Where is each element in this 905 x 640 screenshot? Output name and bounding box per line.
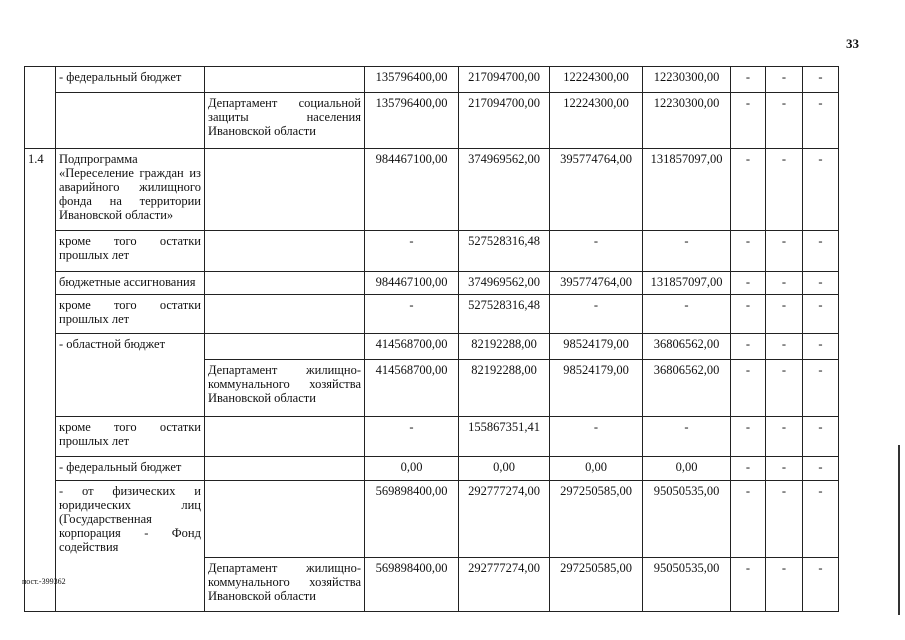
- dash-cell: -: [731, 360, 766, 417]
- table-row: [25, 295, 839, 334]
- amount-cell: 36806562,00: [643, 360, 731, 417]
- indicator-name-cell: кроме того остатки прошлых лет: [56, 295, 205, 334]
- row-number-cell: [25, 67, 56, 93]
- amount-cell: -: [643, 417, 731, 457]
- table-row: [25, 272, 839, 295]
- amount-cell: 12230300,00: [643, 67, 731, 93]
- dash-cell: -: [766, 360, 803, 417]
- dash-cell: -: [731, 231, 766, 272]
- row-number-cell: [25, 481, 56, 558]
- table-row: [25, 417, 839, 457]
- indicator-name-cell: бюджетные ассигнования: [56, 272, 205, 295]
- amount-cell: 12224300,00: [550, 93, 643, 149]
- dash-cell: -: [731, 558, 766, 612]
- dash-cell: -: [766, 457, 803, 481]
- amount-cell: 135796400,00: [365, 93, 459, 149]
- indicator-name-cell: [56, 93, 205, 149]
- amount-cell: 297250585,00: [550, 481, 643, 558]
- row-number-cell: [25, 360, 56, 417]
- amount-cell: 0,00: [550, 457, 643, 481]
- indicator-name-cell: - федеральный бюджет: [56, 457, 205, 481]
- table-row: [25, 360, 839, 417]
- dash-cell: -: [803, 481, 839, 558]
- row-number-cell: [25, 272, 56, 295]
- row-number-cell: [25, 295, 56, 334]
- indicator-name-cell: - федеральный бюджет: [56, 67, 205, 93]
- amount-cell: 98524179,00: [550, 360, 643, 417]
- amount-cell: 984467100,00: [365, 272, 459, 295]
- amount-cell: 95050535,00: [643, 481, 731, 558]
- amount-cell: -: [643, 231, 731, 272]
- indicator-name-cell: - областной бюджет: [56, 334, 205, 360]
- page-number: 33: [846, 36, 859, 51]
- dash-cell: -: [766, 231, 803, 272]
- executor-cell: [205, 231, 365, 272]
- indicator-name-cell: кроме того остатки прошлых лет: [56, 417, 205, 457]
- amount-cell: 0,00: [365, 457, 459, 481]
- amount-cell: -: [365, 295, 459, 334]
- dash-cell: -: [766, 149, 803, 231]
- amount-cell: 131857097,00: [643, 272, 731, 295]
- table-row: [25, 149, 839, 231]
- dash-cell: -: [731, 67, 766, 93]
- executor-cell: Департамент жилищно-коммунального хозяйства Ивановской области: [205, 360, 365, 417]
- executor-cell: Департамент социальной защиты населения Ивановской области: [205, 93, 365, 149]
- row-number-cell: [25, 457, 56, 481]
- amount-cell: 292777274,00: [459, 481, 550, 558]
- table-row: [25, 558, 839, 612]
- dash-cell: -: [803, 93, 839, 149]
- amount-cell: 292777274,00: [459, 558, 550, 612]
- amount-cell: 395774764,00: [550, 149, 643, 231]
- amount-cell: 82192288,00: [459, 334, 550, 360]
- amount-cell: -: [550, 295, 643, 334]
- amount-cell: 297250585,00: [550, 558, 643, 612]
- amount-cell: 155867351,41: [459, 417, 550, 457]
- dash-cell: -: [766, 558, 803, 612]
- table-row: [25, 334, 839, 360]
- dash-cell: -: [731, 149, 766, 231]
- amount-cell: 12230300,00: [643, 93, 731, 149]
- amount-cell: 36806562,00: [643, 334, 731, 360]
- amount-cell: -: [550, 231, 643, 272]
- dash-cell: -: [731, 457, 766, 481]
- row-number-cell: [25, 417, 56, 457]
- amount-cell: -: [550, 417, 643, 457]
- amount-cell: 217094700,00: [459, 93, 550, 149]
- amount-cell: -: [365, 231, 459, 272]
- amount-cell: 135796400,00: [365, 67, 459, 93]
- dash-cell: -: [766, 417, 803, 457]
- indicator-name-cell: [56, 558, 205, 612]
- amount-cell: -: [365, 417, 459, 457]
- budget-table: [24, 66, 839, 612]
- executor-cell: [205, 295, 365, 334]
- amount-cell: 527528316,48: [459, 231, 550, 272]
- dash-cell: -: [766, 67, 803, 93]
- row-number-cell: [25, 334, 56, 360]
- executor-cell: [205, 417, 365, 457]
- dash-cell: -: [766, 93, 803, 149]
- amount-cell: 984467100,00: [365, 149, 459, 231]
- executor-cell: [205, 457, 365, 481]
- dash-cell: -: [803, 457, 839, 481]
- table-row: [25, 93, 839, 149]
- executor-cell: [205, 481, 365, 558]
- footer-code: пост.-399362: [22, 577, 66, 586]
- dash-cell: -: [731, 93, 766, 149]
- dash-cell: -: [731, 272, 766, 295]
- executor-cell: Департамент жилищно-коммунального хозяйства Ивановской области: [205, 558, 365, 612]
- table-row: [25, 231, 839, 272]
- executor-cell: [205, 67, 365, 93]
- amount-cell: 217094700,00: [459, 67, 550, 93]
- indicator-name-cell: [56, 360, 205, 417]
- amount-cell: 395774764,00: [550, 272, 643, 295]
- scan-edge-mark: [898, 445, 900, 615]
- table-row: [25, 457, 839, 481]
- dash-cell: -: [731, 295, 766, 334]
- executor-cell: [205, 334, 365, 360]
- amount-cell: 98524179,00: [550, 334, 643, 360]
- indicator-name-cell: Подпрограмма «Переселение граждан из аварийного жилищного фонда на территории Ивановской области»: [56, 149, 205, 231]
- dash-cell: -: [766, 334, 803, 360]
- amount-cell: 374969562,00: [459, 149, 550, 231]
- dash-cell: -: [766, 272, 803, 295]
- amount-cell: 527528316,48: [459, 295, 550, 334]
- executor-cell: [205, 149, 365, 231]
- dash-cell: -: [731, 334, 766, 360]
- row-number-cell: [25, 231, 56, 272]
- amount-cell: 0,00: [459, 457, 550, 481]
- amount-cell: 569898400,00: [365, 558, 459, 612]
- amount-cell: 414568700,00: [365, 360, 459, 417]
- row-number-cell: [25, 93, 56, 149]
- dash-cell: -: [766, 481, 803, 558]
- dash-cell: -: [803, 231, 839, 272]
- amount-cell: 12224300,00: [550, 67, 643, 93]
- amount-cell: 414568700,00: [365, 334, 459, 360]
- amount-cell: 374969562,00: [459, 272, 550, 295]
- dash-cell: -: [803, 558, 839, 612]
- row-number-cell: 1.4: [25, 149, 56, 231]
- amount-cell: 131857097,00: [643, 149, 731, 231]
- dash-cell: -: [766, 295, 803, 334]
- dash-cell: -: [803, 67, 839, 93]
- dash-cell: -: [803, 334, 839, 360]
- dash-cell: -: [731, 481, 766, 558]
- amount-cell: 569898400,00: [365, 481, 459, 558]
- dash-cell: -: [803, 417, 839, 457]
- table-row: [25, 67, 839, 93]
- amount-cell: 82192288,00: [459, 360, 550, 417]
- dash-cell: -: [803, 272, 839, 295]
- dash-cell: -: [803, 295, 839, 334]
- indicator-name-cell: кроме того остатки прошлых лет: [56, 231, 205, 272]
- amount-cell: 95050535,00: [643, 558, 731, 612]
- executor-cell: [205, 272, 365, 295]
- dash-cell: -: [803, 149, 839, 231]
- indicator-name-cell: - от физических и юридических лиц (Государственная корпорация - Фонд содействия: [56, 481, 205, 558]
- dash-cell: -: [731, 417, 766, 457]
- table-row: [25, 481, 839, 558]
- amount-cell: 0,00: [643, 457, 731, 481]
- amount-cell: -: [643, 295, 731, 334]
- dash-cell: -: [803, 360, 839, 417]
